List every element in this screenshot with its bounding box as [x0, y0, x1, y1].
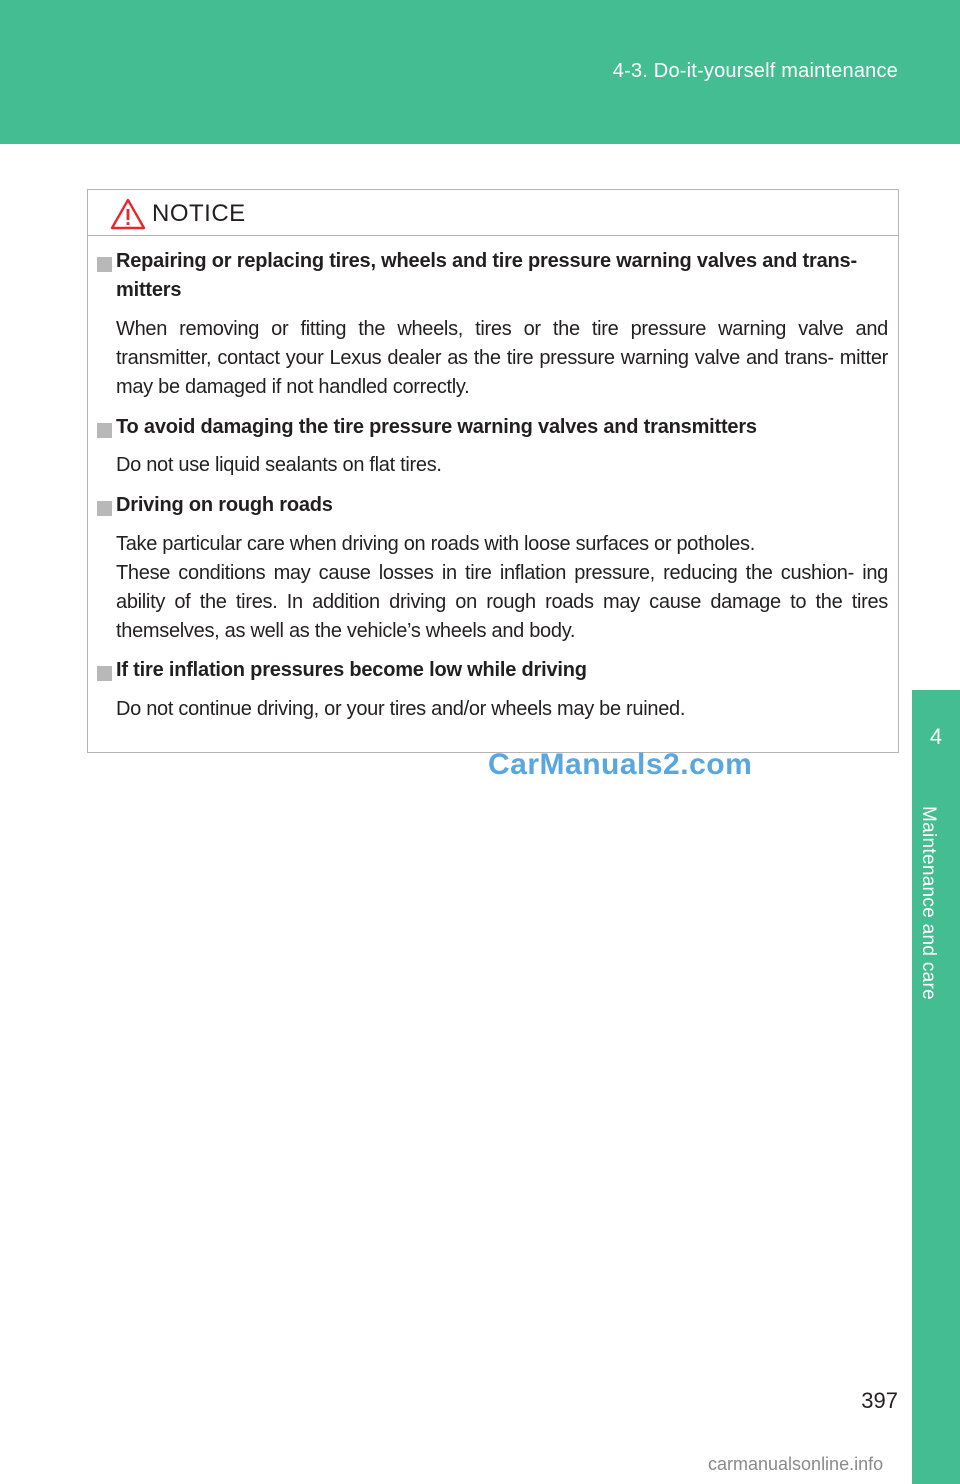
section-body: Do not continue driving, or your tires and/or wheels may be ruined. [116, 698, 686, 720]
square-bullet-icon [97, 666, 112, 681]
footer-watermark: carmanualsonline.info [708, 1454, 884, 1474]
chapter-tab[interactable] [912, 690, 960, 793]
section-body: Take particular care when driving on roads with loose surfaces or potholes. [116, 533, 755, 555]
chapter-number: 4 [929, 724, 943, 749]
header-band [0, 0, 960, 144]
warning-triangle-icon [110, 198, 146, 230]
section-heading: To avoid damaging the tire pressure warning valves and transmitters [116, 416, 757, 438]
notice-title: NOTICE [152, 200, 246, 227]
square-bullet-icon [97, 501, 112, 516]
chapter-title: Maintenance and care [918, 806, 939, 1001]
square-bullet-icon [97, 257, 112, 272]
square-bullet-icon [97, 423, 112, 438]
watermark: CarManuals2.com [488, 748, 753, 781]
section-heading: Repairing or replacing tires, wheels and tire pressure warning valves and trans- mitters [116, 250, 857, 301]
notice-header [88, 190, 898, 236]
section-body: Do not use liquid sealants on flat tires. [116, 454, 442, 476]
page-number: 397 [861, 1388, 898, 1413]
section-title: 4-3. Do-it-yourself maintenance [612, 60, 898, 82]
notice-box [87, 189, 899, 753]
section-body-continued: These conditions may cause losses in tire inflation pressure, reducing the cushion- ing ability of the tires. In addition driving on rough roads may cause damage to the tires themselves, as well as the vehicle’s wheels and body. [116, 562, 888, 642]
section-heading: If tire inflation pressures become low while driving [116, 659, 587, 681]
section-heading: Driving on rough roads [116, 494, 333, 516]
section-body: When removing or fitting the wheels, tires or the tire pressure warning valve and transmitter, contact your Lexus dealer as the tire pressure warning valve and trans- mitter may be damaged if not handled correctly. [116, 318, 888, 398]
